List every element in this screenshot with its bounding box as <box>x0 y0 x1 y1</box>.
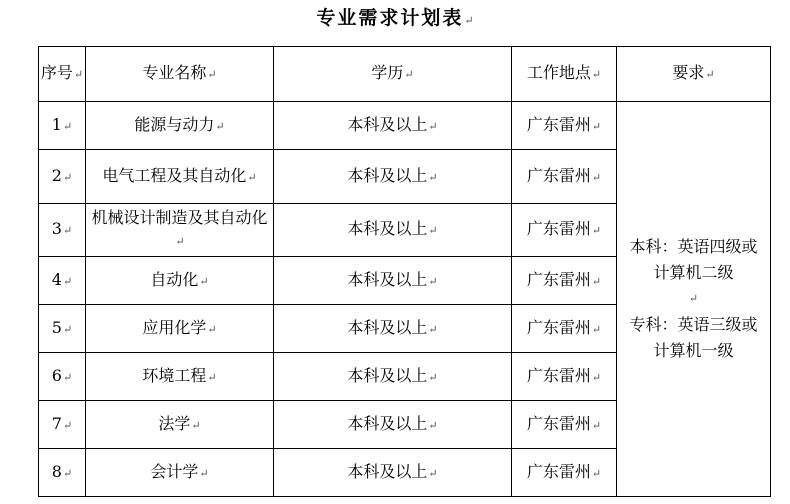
paragraph-mark-icon: ↵ <box>591 68 602 81</box>
row-index: 5↵ <box>39 305 86 353</box>
row-major: 环境工程↵ <box>86 353 274 401</box>
paragraph-mark-icon: ↵ <box>428 322 438 336</box>
row-index: 6↵ <box>39 353 86 401</box>
row-major: 会计学↵ <box>86 449 274 497</box>
row-location: 广东雷州↵ <box>512 150 617 204</box>
row-education: 本科及以上↵ <box>274 150 512 204</box>
row-education: 本科及以上↵ <box>274 353 512 401</box>
row-major: 电气工程及其自动化↵ <box>86 150 274 204</box>
paragraph-mark-icon: ↵ <box>591 274 602 288</box>
row-location: 广东雷州↵ <box>512 353 617 401</box>
paragraph-mark-icon: ↵ <box>62 224 73 237</box>
paragraph-mark-icon: ↵ <box>428 418 438 432</box>
paragraph-mark-icon: ↵ <box>688 292 699 305</box>
row-education: 本科及以上↵ <box>274 204 512 257</box>
row-index: 2↵ <box>39 150 86 204</box>
paragraph-mark-icon: ↵ <box>207 370 217 384</box>
paragraph-mark-icon: ↵ <box>428 370 438 384</box>
paragraph-mark-icon: ↵ <box>247 170 257 184</box>
paragraph-mark-icon: ↵ <box>199 466 209 480</box>
row-major: 法学↵ <box>86 401 274 449</box>
paragraph-mark-icon: ↵ <box>73 68 84 81</box>
requirement-cell <box>617 102 771 497</box>
header-location: 工作地点↵ <box>512 47 617 102</box>
paragraph-mark-icon: ↵ <box>62 170 73 184</box>
paragraph-mark-icon: ↵ <box>62 274 73 288</box>
row-education: 本科及以上↵ <box>274 401 512 449</box>
paragraph-mark-icon: ↵ <box>175 235 185 248</box>
paragraph-mark-icon: ↵ <box>428 466 438 480</box>
paragraph-mark-icon: ↵ <box>62 322 73 336</box>
row-education: 本科及以上↵ <box>274 305 512 353</box>
row-index: 1↵ <box>39 102 86 150</box>
paragraph-mark-icon: ↵ <box>464 14 474 27</box>
paragraph-mark-icon: ↵ <box>215 119 225 133</box>
row-major: 应用化学↵ <box>86 305 274 353</box>
paragraph-mark-icon: ↵ <box>591 119 602 133</box>
row-index: 3↵ <box>39 204 86 257</box>
paragraph-mark-icon: ↵ <box>404 68 414 81</box>
row-major: 自动化↵ <box>86 257 274 305</box>
paragraph-mark-icon: ↵ <box>207 322 217 336</box>
paragraph-mark-icon: ↵ <box>207 68 217 81</box>
paragraph-mark-icon: ↵ <box>705 68 715 81</box>
row-education: 本科及以上↵ <box>274 449 512 497</box>
row-location: 广东雷州↵ <box>512 102 617 150</box>
paragraph-mark-icon: ↵ <box>428 119 438 133</box>
header-major: 专业名称↵ <box>86 47 274 102</box>
header-requirement: 要求↵ <box>617 47 771 102</box>
paragraph-mark-icon: ↵ <box>591 466 602 480</box>
header-index: 序号↵ <box>39 47 86 102</box>
row-location: 广东雷州↵ <box>512 449 617 497</box>
row-location: 广东雷州↵ <box>512 257 617 305</box>
table-header-row <box>39 47 771 102</box>
paragraph-mark-icon: ↵ <box>62 418 73 432</box>
paragraph-mark-icon: ↵ <box>591 170 602 184</box>
paragraph-mark-icon: ↵ <box>62 119 73 133</box>
row-index: 8↵ <box>39 449 86 497</box>
row-location: 广东雷州↵ <box>512 204 617 257</box>
paragraph-mark-icon: ↵ <box>62 370 73 384</box>
paragraph-mark-icon: ↵ <box>591 370 602 384</box>
row-education: 本科及以上↵ <box>274 257 512 305</box>
paragraph-mark-icon: ↵ <box>428 170 438 184</box>
row-index: 7↵ <box>39 401 86 449</box>
header-education: 学历↵ <box>274 47 512 102</box>
document-title <box>0 5 790 34</box>
paragraph-mark-icon: ↵ <box>591 322 602 336</box>
requirement-bachelor: 本科：英语四级或计算机二级 <box>629 237 758 282</box>
row-location: 广东雷州↵ <box>512 305 617 353</box>
paragraph-mark-icon: ↵ <box>591 224 602 237</box>
document-title-text: 专业需求计划表 <box>316 7 464 29</box>
row-location: 广东雷州↵ <box>512 401 617 449</box>
requirements-table <box>38 46 771 497</box>
paragraph-mark-icon: ↵ <box>428 224 438 237</box>
paragraph-mark-icon: ↵ <box>428 274 438 288</box>
requirement-college: 专科：英语三级或计算机一级 <box>629 315 758 360</box>
row-major: 机械设计制造及其自动化↵ <box>86 204 274 257</box>
paragraph-mark-icon: ↵ <box>591 418 602 432</box>
row-education: 本科及以上↵ <box>274 102 512 150</box>
table-row <box>39 102 771 150</box>
row-index: 4↵ <box>39 257 86 305</box>
row-major: 能源与动力↵ <box>86 102 274 150</box>
paragraph-mark-icon: ↵ <box>62 466 73 480</box>
paragraph-mark-icon: ↵ <box>199 274 209 288</box>
paragraph-mark-icon: ↵ <box>191 418 201 432</box>
